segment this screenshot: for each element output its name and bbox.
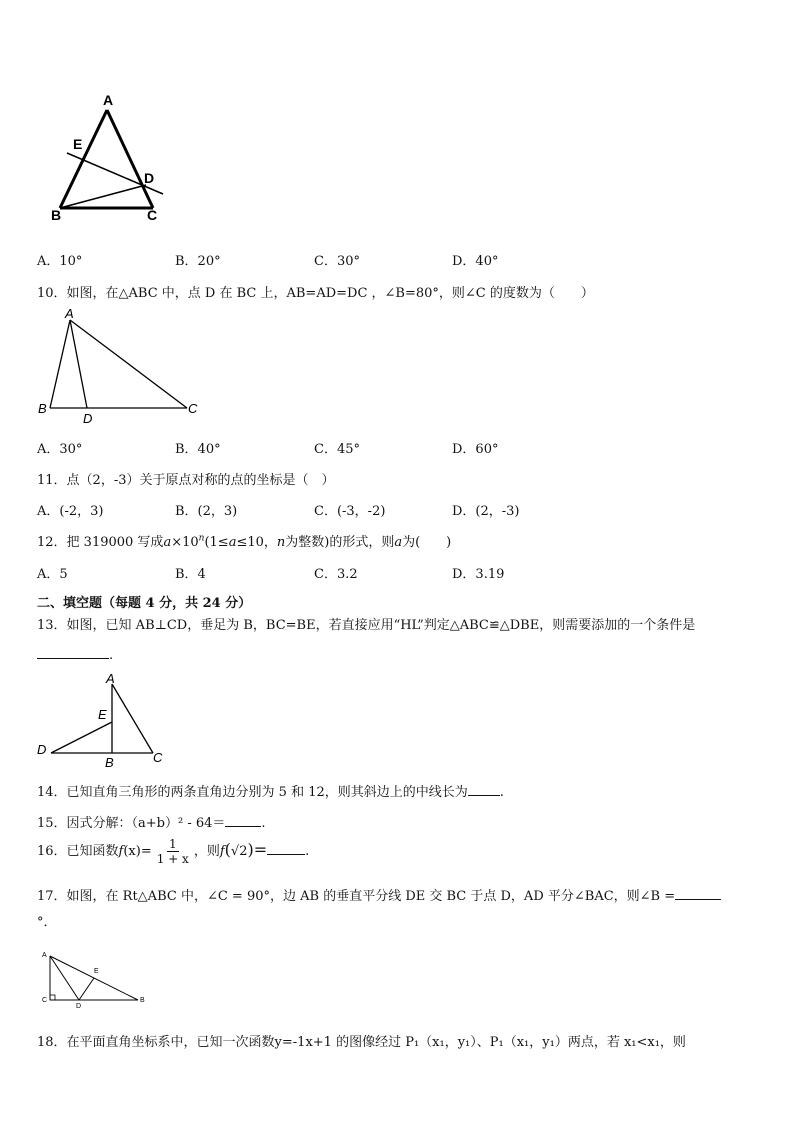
q11-option-d: D．(2，-3) xyxy=(452,504,520,519)
q15-blank[interactable] xyxy=(225,814,261,827)
q16-f2-close: )= xyxy=(247,840,268,859)
q12-suffix1: 为整数)的形式，则 xyxy=(285,535,395,550)
label-c: C xyxy=(188,401,198,416)
q12-n-label: n xyxy=(276,535,286,550)
side-ab xyxy=(60,110,107,208)
q12-cond-close: ≤10， xyxy=(236,535,277,550)
segment-ad xyxy=(50,956,79,1000)
q10-option-b: B．40° xyxy=(175,442,221,457)
q17-line1: 17．如图，在 Rt△ABC 中，∠C = 90°，边 AB 的垂直平分线 DE 交 BC 于点 D，AD 平分∠BAC，则∠B = xyxy=(37,889,676,904)
q17-blank[interactable] xyxy=(675,887,721,900)
q17-figure xyxy=(38,946,153,1010)
q16-f2-name: f xyxy=(219,844,225,859)
segment-de xyxy=(79,978,94,1000)
q11-text: 11．点（2，-3）关于原点对称的点的坐标是（ ） xyxy=(37,473,335,488)
label-e: E xyxy=(73,136,83,152)
q14-end: . xyxy=(499,785,504,800)
q10-text: 10．如图，在△ABC 中，点 D 在 BC 上，AB=AD=DC ，∠B=80°，则∠C 的度数为（ ） xyxy=(37,286,594,301)
line-bd xyxy=(60,185,146,208)
label-d: D xyxy=(83,411,93,426)
q13-text: 13．如图，已知 AB⊥CD，垂足为 B，BC=BE，若直接应用“HL”判定△ABC≌△DBE，则需要添加的一个条件是 xyxy=(37,618,696,633)
q10-option-a: A．30° xyxy=(37,442,83,457)
side-ad xyxy=(70,320,87,408)
label-a: A xyxy=(42,952,47,959)
q12-option-d: D．3.19 xyxy=(452,567,505,582)
q12-formula-a: a xyxy=(163,535,172,550)
segment-de xyxy=(51,722,112,753)
q11-option-c: C．(-3，-2) xyxy=(314,504,386,519)
q16-end: . xyxy=(305,844,310,859)
label-a: A xyxy=(103,92,114,108)
label-b: B xyxy=(38,401,47,416)
q16-mid: ，则 xyxy=(193,844,220,859)
label-a: A xyxy=(65,306,74,321)
label-e: E xyxy=(94,968,99,975)
q10-figure xyxy=(35,306,210,426)
q11-option-b: B．(2，3) xyxy=(175,504,238,519)
q10-option-d: D．60° xyxy=(452,442,499,457)
q16-text xyxy=(37,837,309,866)
q15-body: 15．因式分解：（a+b）² - 64＝ xyxy=(37,816,226,831)
label-a: A xyxy=(106,671,115,686)
q12-suffix2: 为( ) xyxy=(402,535,452,550)
q12-prefix: 12．把 319000 写成 xyxy=(37,535,164,550)
q12-option-b: B．4 xyxy=(175,567,206,582)
q17-line2: °． xyxy=(37,915,57,930)
q12-option-c: C．3.2 xyxy=(314,567,358,582)
q12-formula-n: n xyxy=(198,533,205,544)
label-d: D xyxy=(76,1003,82,1010)
q12-option-a: A．5 xyxy=(37,567,68,582)
q15-end: . xyxy=(261,816,266,831)
label-d: D xyxy=(144,170,155,186)
q16-f2-open: ( xyxy=(224,840,231,859)
right-angle-mark xyxy=(50,995,55,1000)
q16-denominator: 1 + x xyxy=(156,852,189,866)
side-ac xyxy=(70,320,187,408)
q17-text xyxy=(37,885,721,904)
label-c: C xyxy=(42,997,48,1004)
q12-cond-a: a xyxy=(228,535,237,550)
q15-text xyxy=(37,812,266,831)
q18-text: 18．在平面直角坐标系中，已知一次函数y=-1x+1 的图像经过 P₁（x₁，y₁）、P₁（x₁，y₁）两点，若 x₁<x₁，则 xyxy=(37,1035,686,1050)
q13-end: . xyxy=(109,648,114,663)
label-b: B xyxy=(105,755,114,770)
q11-option-a: A．(-2，3) xyxy=(37,504,104,519)
q10-option-c: C．45° xyxy=(314,442,360,457)
label-e: E xyxy=(98,707,107,722)
q14-blank[interactable] xyxy=(468,783,500,796)
section-2-title: 二、填空题（每题 4 分，共 24 分） xyxy=(37,596,252,611)
q9-option-d: D．40° xyxy=(452,254,499,269)
q13-blank[interactable] xyxy=(37,646,109,659)
label-d: D xyxy=(37,742,47,757)
label-c: C xyxy=(147,207,158,223)
q9-option-b: B．20° xyxy=(175,254,221,269)
label-b: B xyxy=(51,207,62,223)
label-b: B xyxy=(140,997,145,1004)
q16-blank[interactable] xyxy=(267,842,305,855)
q9-figure xyxy=(45,90,175,225)
q9-option-c: C．30° xyxy=(314,254,360,269)
q16-f-name: f xyxy=(118,844,124,859)
segment-ac xyxy=(112,684,153,753)
side-ab xyxy=(50,320,70,408)
q14-text xyxy=(37,781,504,800)
q16-fraction xyxy=(155,837,191,866)
q12-cond-open: (1≤ xyxy=(204,535,229,550)
q16-f2-sqrt: √2 xyxy=(230,844,248,859)
q12-text xyxy=(37,531,451,550)
q9-option-a: A．10° xyxy=(37,254,83,269)
q12-formula-times: ×10 xyxy=(171,535,199,550)
q13-answer-line xyxy=(37,646,113,663)
q16-f-arg: (x)= xyxy=(123,844,152,859)
q14-body: 14．已知直角三角形的两条直角边分别为 5 和 12，则其斜边上的中线长为 xyxy=(37,785,468,800)
q12-a-label: a xyxy=(394,535,403,550)
q13-figure xyxy=(35,670,175,770)
q16-numerator: 1 xyxy=(168,837,177,851)
label-c: C xyxy=(153,750,163,765)
q16-prefix: 16．已知函数 xyxy=(37,844,119,859)
